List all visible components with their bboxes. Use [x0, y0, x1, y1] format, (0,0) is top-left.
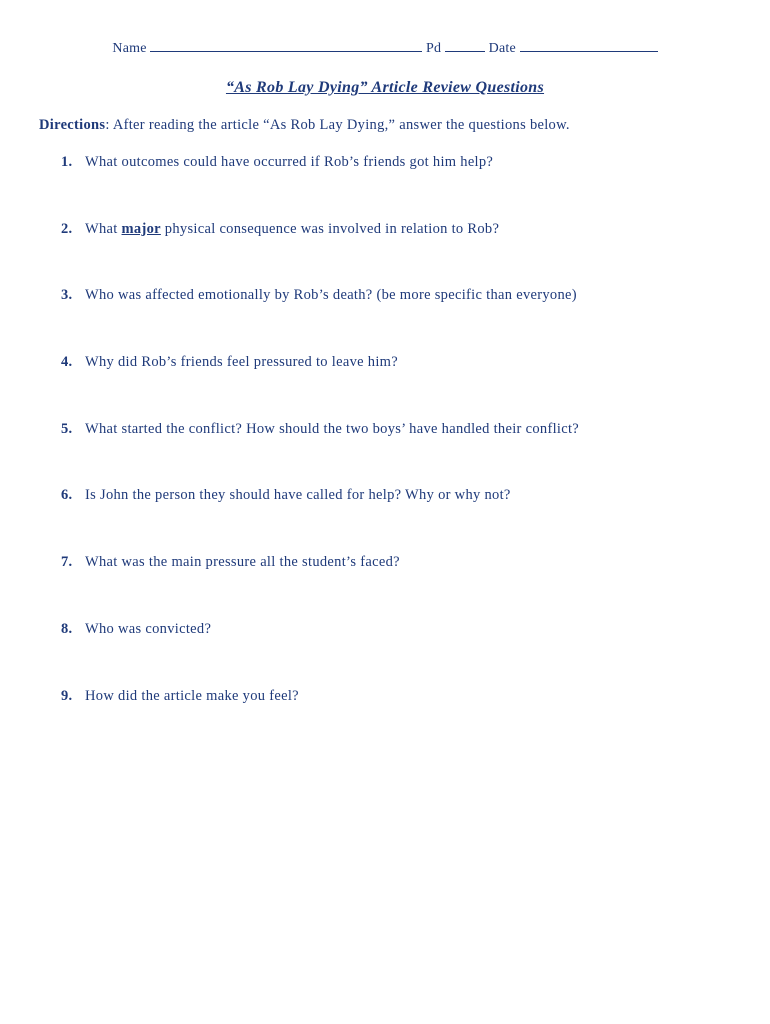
question-text-post: physical consequence was involved in relation to Rob?: [160, 221, 500, 237]
name-blank[interactable]: [150, 41, 422, 52]
question-9: [61, 688, 299, 705]
question-number: 4.: [61, 354, 73, 370]
question-text: What was the main pressure all the student’s faced?: [85, 554, 400, 570]
directions-label: Directions: [39, 117, 106, 133]
directions-text: : After reading the article “As Rob Lay Dying,” answer the questions below.: [105, 117, 570, 133]
question-2: [61, 221, 499, 238]
question-number: 7.: [61, 554, 73, 570]
question-text-pre: What: [85, 221, 122, 237]
header-fields: [0, 41, 770, 57]
question-7: [61, 554, 400, 571]
question-text: What started the conflict? How should the two boys’ have handled their conflict?: [85, 421, 580, 437]
question-number: 5.: [61, 421, 73, 437]
question-text: Is John the person they should have called for help? Why or why not?: [85, 487, 511, 503]
question-number: 2.: [61, 221, 73, 237]
directions: [39, 117, 570, 134]
question-emphasis: major: [121, 221, 161, 237]
question-8: [61, 621, 211, 638]
pd-label: Pd: [426, 41, 442, 56]
question-text: Why did Rob’s friends feel pressured to leave him?: [85, 354, 398, 370]
question-6: [61, 487, 511, 504]
question-text: How did the article make you feel?: [85, 688, 299, 704]
question-text: What outcomes could have occurred if Rob’s friends got him help?: [85, 154, 494, 170]
question-text: Who was affected emotionally by Rob’s death? (be more specific than everyone): [85, 287, 577, 303]
date-label: Date: [488, 41, 516, 56]
question-text: Who was convicted?: [85, 621, 212, 637]
question-1: [61, 154, 493, 171]
question-number: 1.: [61, 154, 73, 170]
name-label: Name: [112, 41, 147, 56]
question-number: 9.: [61, 688, 73, 704]
question-number: 3.: [61, 287, 73, 303]
date-blank[interactable]: [520, 41, 658, 52]
question-number: 6.: [61, 487, 73, 503]
question-3: [61, 287, 577, 304]
question-5: [61, 421, 579, 438]
page-title: “As Rob Lay Dying” Article Review Questions: [225, 79, 545, 96]
pd-blank[interactable]: [445, 41, 485, 52]
question-4: [61, 354, 398, 371]
question-number: 8.: [61, 621, 73, 637]
